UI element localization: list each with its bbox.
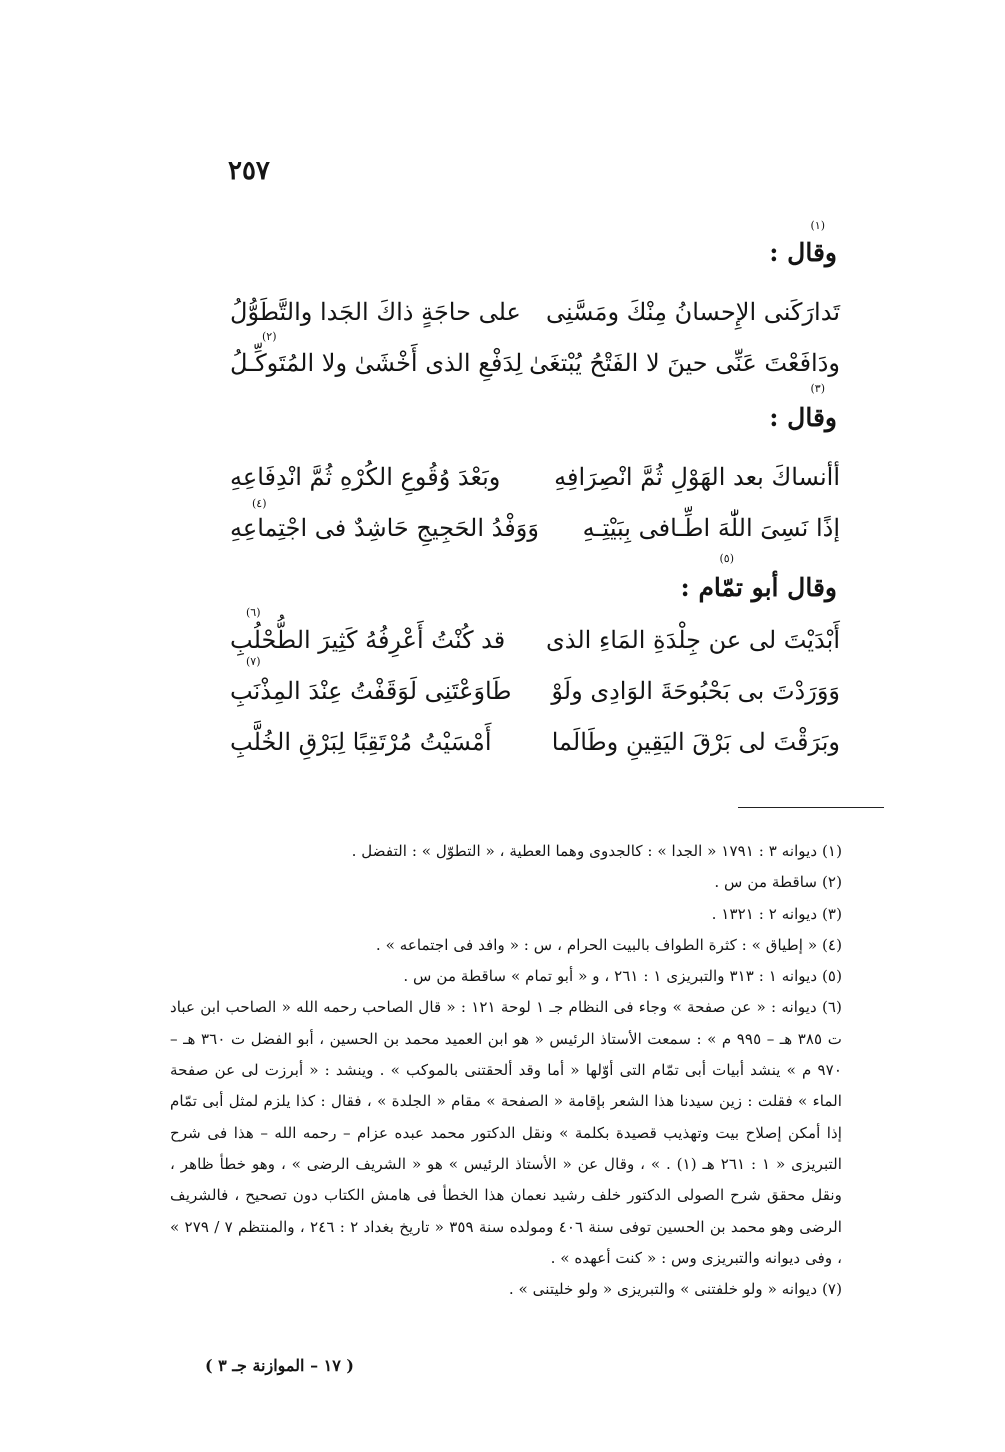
poem-block	[230, 451, 840, 553]
verse-line	[230, 502, 840, 553]
footnote-ref-7: (٧)	[246, 655, 261, 668]
footnotes	[170, 836, 842, 1305]
first-hemistich: وبَرَقْتَ لى بَرْقَ اليَقِينِ وطَالَما	[551, 727, 840, 756]
footnote: (٢) ساقطة من س .	[714, 873, 842, 892]
footnote-ref-5: (٥)	[719, 552, 734, 565]
second-hemistich: وبَعْدَ وُقُوعِ الكُرْهِ ثُمَّ انْدِفَاعِهِ	[230, 462, 501, 491]
verse-line	[230, 451, 840, 502]
footnote: (٦) ديوانه : « عن صفحة » وجاء فى النظام جـ ١ لوحة ١٢١ : « قال الصاحب رحمه الله « الصاحب ابن عباد ت ٣٨٥ هـ – ٩٩٥ م » : سمعت الأستاذ الرئيس « هو ابن العميد محمد بن الحسين ، أبو الفضل ت ٣٦٠ هـ – ٩٧٠ م » ينشد أبيات أبى تمّام التى أوّلها « أما وقد ألحقتنى بالموكب » . وينشد : « أبرزت لى عن صفحة الماء » فقلت : زين سيدنا هذا الشعر بإقامة « الصفحة » مقام « الجلدة » ، فقال : كذا يلزم لمثل أبى تمّام إذا أمكن إصلاح بيت وتهذيب قصيدة بكلمة » ونقل الدكتور محمد عبده عزام – رحمه الله – هذا فى شرح التبريزى « ١ : ٢٦١ هـ (١) . » ، وقال عن « الأستاذ الرئيس » هو « الشريف الرضى » ، وهو خطأ ظاهر ، ونقل محقق شرح الصولى الدكتور خلف رشيد نعمان هذا الخطأ فى هامش الكتاب دون تصحيح ، فالشريف الرضى وهو محمد بن الحسين توفى سنة ٤٠٦ ومولده سنة ٣٥٩ « تاريخ بغداد ٢ : ٢٤٦ ، والمنتظم ٧ / ٢٧٩ » ، وفى ديوانه والتبريزى وس : « كنت أعهده » .	[170, 998, 842, 1267]
first-hemistich: أأنساكَ بعد الهَوْلِ ثُمَّ انْصِرَافِهِ	[554, 462, 840, 491]
second-hemistich: طَاوَعْتَنِى لَوَقَفْتُ عِنْدَ المِذْنَبِ	[230, 676, 512, 705]
first-hemistich: تَدارَكَنى الإِحسانُ مِنْكَ ومَسَّنِى	[545, 297, 840, 326]
verse-line	[230, 337, 840, 388]
second-hemistich: أَمْسَيْتُ مُرْتَقِبًا لِبَرْقِ الخُلَّبِ	[230, 727, 492, 756]
first-hemistich: أَبْدَيْتَ لى عن جِلْدَةِ المَاءِ الذى	[545, 625, 840, 654]
footnote: (٧) ديوانه « ولو خلفتنى » والتبريزى « ولو خليتنى » .	[508, 1280, 842, 1299]
verse-intro: وقال :	[769, 238, 837, 267]
second-hemistich: على حاجَةٍ ذاكَ الجَدا والتَّطَوُّلُ	[230, 297, 521, 326]
verse-line	[230, 286, 840, 337]
footnote-divider	[738, 807, 884, 808]
first-hemistich: وَوَرَدْتَ بى بَحْبُوحَةَ الوَادِى ولَوْ	[551, 676, 840, 705]
page-number: ٢٥٧	[228, 156, 270, 186]
poem-block	[230, 614, 840, 767]
footnote-ref-1: (١)	[810, 219, 825, 232]
poem-block	[230, 286, 840, 388]
first-hemistich: ودَافَعْتَ عَنِّى حينَ لا الفَتْحُ يُبْتغَىٰ	[529, 348, 840, 377]
first-hemistich: إذًا نَسِىَ اللّٰهَ اطِّـافى بِبَيْتِـهِ	[582, 513, 840, 542]
second-hemistich: وَوَفْدُ الحَجِيجِ حَاشِدٌ فى اجْتِماعِهِ	[230, 513, 539, 542]
verse-line	[230, 716, 840, 767]
footnote-ref-4: (٤)	[252, 497, 267, 510]
footnote-ref-6: (٦)	[246, 606, 261, 619]
signature-mark: ( ١٧ – الموازنة جـ ٣ )	[205, 1356, 354, 1375]
verse-intro: وقال :	[769, 403, 837, 432]
second-hemistich: قد كُنْتُ أَعْرِفُهُ كَثِيرَ الطُّحْلُبِ	[230, 625, 506, 654]
second-hemistich: لِدَفْعِ الذى أَخْشَىٰ ولا المُتَوكِّـلُ	[230, 348, 523, 377]
footnote-ref-3: (٣)	[810, 382, 825, 395]
verse-intro: وقال أبو تمّام :	[680, 573, 837, 602]
footnote: (٥) ديوانه ١ : ٣١٣ والتبريزى ١ : ٢٦١ ، و « أبو تمام » ساقطة من س .	[403, 967, 842, 986]
footnote-ref-2: (٢)	[262, 330, 277, 343]
verse-line	[230, 665, 840, 716]
footnote: (٣) ديوانه ٢ : ١٣٢١ .	[711, 904, 842, 923]
footnote: (٤) « إطياق » : كثرة الطواف بالبيت الحرام ، س : « وافد فى اجتماعه » .	[375, 935, 842, 954]
footnote: (١) ديوانه ٣ : ١٧٩١ « الجدا » : كالجدوى وهما العطية ، « التطوّل » : التفضل .	[351, 842, 842, 860]
verse-line	[230, 614, 840, 665]
